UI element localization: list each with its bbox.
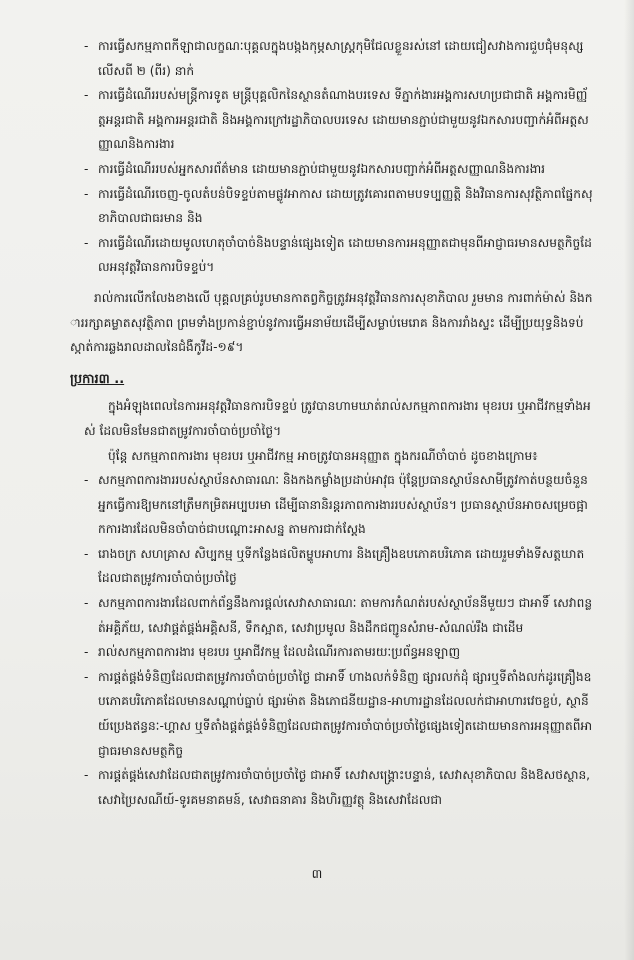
bullet-dash: - <box>84 596 89 611</box>
list-item <box>84 182 594 231</box>
list-item <box>84 763 594 812</box>
paragraph-allowed-intro: ប៉ុន្តែ សកម្មភាពការងារ មុខរបរ ឬអាជីវកម្ម អាចត្រូវបានអនុញ្ញាត ក្នុងករណីចាំបាច់ ដូចខាងក្រោម៖ <box>108 448 538 463</box>
paragraph-exceptions: រាល់ការលើកលែងខាងលើ បុគ្គលគ្រប់រូបមានកាតព្វកិច្ចត្រូវអនុវត្តវិធានការសុខាភិបាល រួមមាន ការពាក់ម៉ាស់ និងការរក្សាគម្លាតសុវត្ថិភាព ព្រមទាំងប្រកាន់ខ្ជាប់នូវការធ្វើអនាម័យដើម្បីសម្លាប់មេរោគ និងការរាំងស្ទះ ដើម្បីប្រយុទ្ធនិងទប់ស្កាត់ការឆ្លងរាលដាលនៃជំងឺកូវីដ-១៩។ <box>70 290 593 355</box>
article-heading: ប្រការ៣ .. <box>70 371 125 387</box>
list-item <box>84 542 594 591</box>
list-item <box>84 665 594 763</box>
list-item-text: សកម្មភាពការងារដែលពាក់ព័ន្ធនឹងការផ្ដល់សេវាសាធារណៈ តាមការកំណត់របស់ស្ថាប័ននីមួយៗ ជាអាទិ៍ សេវាពន្លត់អគ្គិភ័យ, សេវាផ្គត់ផ្គង់អគ្គិសនី, ទឹកស្អាត, សេវាប្រមូល និងដឹកជញ្ជូនសំរាម-សំណល់រឹង ជាដើម <box>98 596 593 635</box>
bullet-dash: - <box>84 186 89 201</box>
list-item-text: ការធ្វើសកម្មភាពកីឡាជាលក្ខណៈបុគ្គលក្នុងបង្កងកុម្ភសាស្ត្រកុមិជែលខ្លួនរស់នៅ ដោយជៀសវាងការជួបជុំមនុស្សលើសពី ២ (ពីរ) នាក់ <box>98 39 584 78</box>
bullet-dash: - <box>84 768 89 783</box>
paragraph-prohibition: ក្នុងអំឡុងពេលនៃការអនុវត្តវិធានការបិទខ្ទប់ ត្រូវបានហាមឃាត់រាល់សកម្មភាពការងារ មុខរបរ ឬអាជីវកម្មទាំងអស់ ដែលមិនមែនជាតម្រូវការចាំបាច់ប្រចាំថ្ងៃ។ <box>84 399 591 438</box>
list-item-text: ការធ្វើដំណើរដោយមូលហេតុចាំបាច់និងបន្ទាន់ផ្សេងទៀត ដោយមានការអនុញ្ញាតជាមុនពីអាជ្ញាធរមានសមត្ថកិច្ចដែលអនុវត្តវិធានការបិទខ្ទប់។ <box>98 235 592 275</box>
bullet-dash: - <box>84 161 89 176</box>
list-item-text: សកម្មភាពការងាររបស់ស្ថាប័នសាធារណៈ និងកងកម្លាំងប្រដាប់អាវុធ ប៉ុន្តែប្រធានស្ថាប័នសាមីត្រូវកាត់បន្ថយចំនួនអ្នកធ្វើការឱ្យមកនៅត្រឹមកម្រិតអប្បបរមា ដើម្បីធានានិរន្តរភាពការងាររបស់ស្ថាប័ន។ ប្រធានស្ថាប័នអាចសម្រេចផ្អាកការងារដែលមិនចាំបាច់ជាបណ្ដោះអាសន្ន តាមការជាក់ស្ដែង <box>98 473 588 537</box>
bullet-dash: - <box>84 473 89 488</box>
list-item <box>84 231 594 280</box>
list-item-text: ការធ្វើដំណើរចេញ-ចូលតំបន់បិទខ្ទប់តាមផ្លូវអាកាស ដោយត្រូវគោរពតាមបទប្បញ្ញត្តិ និងវិធានការសុវត្ថិភាពផ្នែកសុខាភិបាលជាធរមាន និង <box>98 186 593 226</box>
list-item <box>84 591 594 640</box>
list-item <box>84 83 594 157</box>
list-item <box>84 640 594 665</box>
bullet-dash: - <box>84 88 89 103</box>
bullet-dash: - <box>84 546 89 561</box>
list-item-text: រោងចក្រ សហគ្រាស សិប្បកម្ម ឬទីកន្លែងផលិតម្ហូបអាហារ និងគ្រឿងឧបភោគបរិភោគ ដោយរួមទាំងទីសត្តឃាត ដែលជាតម្រូវការចាំបាច់ប្រចាំថ្ងៃ <box>98 546 585 586</box>
page-edge-shadow <box>624 0 634 960</box>
bullet-dash: - <box>84 645 89 660</box>
document-body <box>70 34 594 812</box>
bullet-dash: - <box>84 669 89 684</box>
list-item-text: រាល់សកម្មភាពការងារ មុខរបរ ឬអាជីវកម្ម ដែលដំណើរការតាមរយៈប្រព័ន្ធអនឡាញ <box>98 645 461 660</box>
list-item <box>84 34 594 83</box>
list-item <box>84 468 594 542</box>
list-item-text: ការធ្វើដំណើររបស់មន្ត្រីការទូត មន្ត្រីបុគ្គលិកនៃស្ថានតំណាងបរទេស ទីភ្នាក់ងារអង្គការសហប្រជាជាតិ អង្គការមិញ្ញ័ត្តអន្តរជាតិ អង្គការអន្តរជាតិ និងអង្គការក្រៅរដ្ឋាភិបាលបរទេស ដោយមានភ្ជាប់ជាមួយនូវឯកសារបញ្ជាក់អំពីអត្តសញ្ញាណនិងការងារ <box>98 88 589 152</box>
list-item-text: ការផ្គត់ផ្គង់ទំនិញដែលជាតម្រូវការចាំបាច់ប្រចាំថ្ងៃ ជាអាទិ៍ ហាងលក់ទំនិញ ផ្សារលក់ដុំ ផ្សារឬទីតាំងលក់ដូរគ្រឿងឧបភោគបរិភោគដែលមានសណ្ដាប់ធ្នាប់ ផ្សារម៉ាត និងភោជនីយដ្ឋាន-អាហារដ្ឋានដែលលក់ជាអាហារវេចខ្ចប់, ស្ថានីយ៍ប្រេងឥន្ធនៈ-ហ្គាស ឬទីតាំងផ្គត់ផ្គង់ទំនិញដែលជាតម្រូវការចាំបាច់ប្រចាំថ្ងៃផ្សេងទៀតដោយមានការអនុញ្ញាតពីអាជ្ញាធរមានសមត្ថកិច្ច <box>98 669 593 758</box>
list-item-text: ការផ្គត់ផ្គង់សេវាដែលជាតម្រូវការចាំបាច់ប្រចាំថ្ងៃ ជាអាទិ៍ សេវាសង្គ្រោះបន្ទាន់, សេវាសុខាភិបាល និងឱសថស្ថាន, សេវាប្រៃសណីយ៍-ទូរគមនាគមន៍, សេវាធនាគារ និងហិរញ្ញវត្ថុ និងសេវាដែលជា <box>98 768 591 807</box>
list-item <box>84 157 594 182</box>
list-item-text: ការធ្វើដំណើររបស់អ្នកសារព័ត៌មាន ដោយមានភ្ជាប់ជាមួយនូវឯកសារបញ្ជាក់អំពីអត្តសញ្ញាណនិងការងារ <box>98 161 546 176</box>
bullet-dash: - <box>84 235 89 250</box>
page-number: ៣ <box>311 866 323 881</box>
bullet-dash: - <box>84 39 89 53</box>
